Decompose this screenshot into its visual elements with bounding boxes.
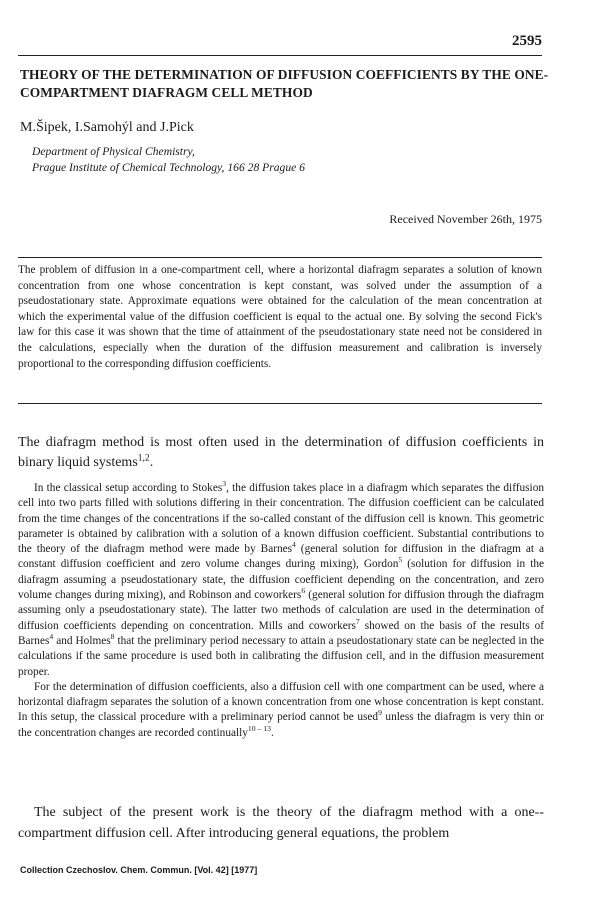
paragraph-one-compartment: For the determination of diffusion coefficients, also a diffusion cell with one compartment can be used, where a horizontal diafragm separates the solution of a known concentration from one whose concentration is kept constant. In this setup, the classical procedure with a preliminary period cannot be used$^9$ unless the diafragm is very thin or the concentration changes are recorded continually$^{10 - 13}$. [18, 680, 544, 739]
citation: 4 [49, 632, 54, 642]
citation: 1,2 [137, 453, 150, 464]
header-rule [18, 55, 542, 56]
citation: 5 [398, 555, 403, 565]
citation: 6 [301, 586, 306, 596]
citation: 3 [222, 479, 227, 489]
article-title: THEORY OF THE DETERMINATION OF DIFFUSION COEFFICIENTS BY THE ONE-COMPARTMENT DIAFRAGM CELL METHOD [20, 67, 549, 100]
page-number: 2595 [512, 33, 542, 49]
lead-paragraph: The diafragm method is most often used in the determination of diffusion coefficients in binary liquid systems$^{1,2}$. [18, 435, 544, 470]
citation: 9 [378, 708, 382, 718]
closing-paragraph: The subject of the present work is the theory of the diafragm method with a one--compartment diffusion cell. After introducing general equations, the problem [18, 805, 544, 841]
body-text [18, 481, 544, 741]
citation: 8 [110, 632, 115, 642]
abstract: The problem of diffusion in a one-compartment cell, where a horizontal diafragm separates a solution of known concentration from one whose concentration is kept constant, was solved under the assumption of a pseudostationary state. Approximate equations were obtained for the calculation of the mean concentration at which the experimental value of the diffusion coefficient is equal to the actual one. By solving the second Fick's law for this case it was shown that the time of attainment of the pseudostationary state need not be considered in the calculations, especially when the duration of the diffusion measurement and calibration is inversely proportional to the corresponding diffusion coefficients. [18, 264, 542, 370]
paragraph-classical-setup: In the classical setup according to Stokes$^3$, the diffusion takes place in a diafragm which separates the diffusion cell into two parts filled with solutions differing in their concentration. The diffusion coefficient can be calculated from the time changes of the concentrations if the so-called constant of the diffusion cell is known. This geometric parameter is obtained by calibration with a solution of a known diffusion coefficient. Substantial contributions to the theory of the diafragm method were made by Barnes$^4$ (general solution for diffusion in the diafragm at a constant diffusion coefficient and zero volume changes during mixing), Gordon$^5$ (solution for diffusion in the diafragm assuming a pseudostationary state, the diffusion coefficient depending on the concentration, and zero volume changes during mixing), and Robinson and coworkers$^6$ (general solution for diffusion through the diafragm assuming only a pseudostationary state). The latter two methods of calculation are used in the determination of diffusion coefficients depending on concentration. Mills and coworkers$^7$ showed on the basis of the results of Barnes$^4$ and Holmes$^8$ that the preliminary period necessary to attain a pseudostationary state can be neglected in the calculations if the same procedure is used both in calibrating the diffusion cell, and in the diffusion measurement proper. [18, 479, 544, 678]
received-date: Received November 26th, 1975 [389, 212, 542, 226]
author-list: M.Šipek, I.Samohýl and J.Pick [20, 120, 194, 135]
citation: 7 [355, 616, 360, 626]
affiliation-department: Department of Physical Chemistry, [32, 145, 195, 158]
citation: 4 [292, 540, 296, 550]
affiliation [32, 144, 305, 176]
abstract-top-rule [18, 257, 542, 258]
affiliation-institute: Prague Institute of Chemical Technology, 166 28 Prague 6 [32, 161, 305, 174]
citation: 10 – 13 [247, 723, 271, 733]
journal-footer: Collection Czechoslov. Chem. Commun. [Vol. 42] [1977] [20, 865, 258, 875]
lead-text: The diafragm method is most often used in the determination of diffusion coefficients in binary liquid systems [18, 435, 544, 470]
abstract-bottom-rule [18, 403, 542, 404]
